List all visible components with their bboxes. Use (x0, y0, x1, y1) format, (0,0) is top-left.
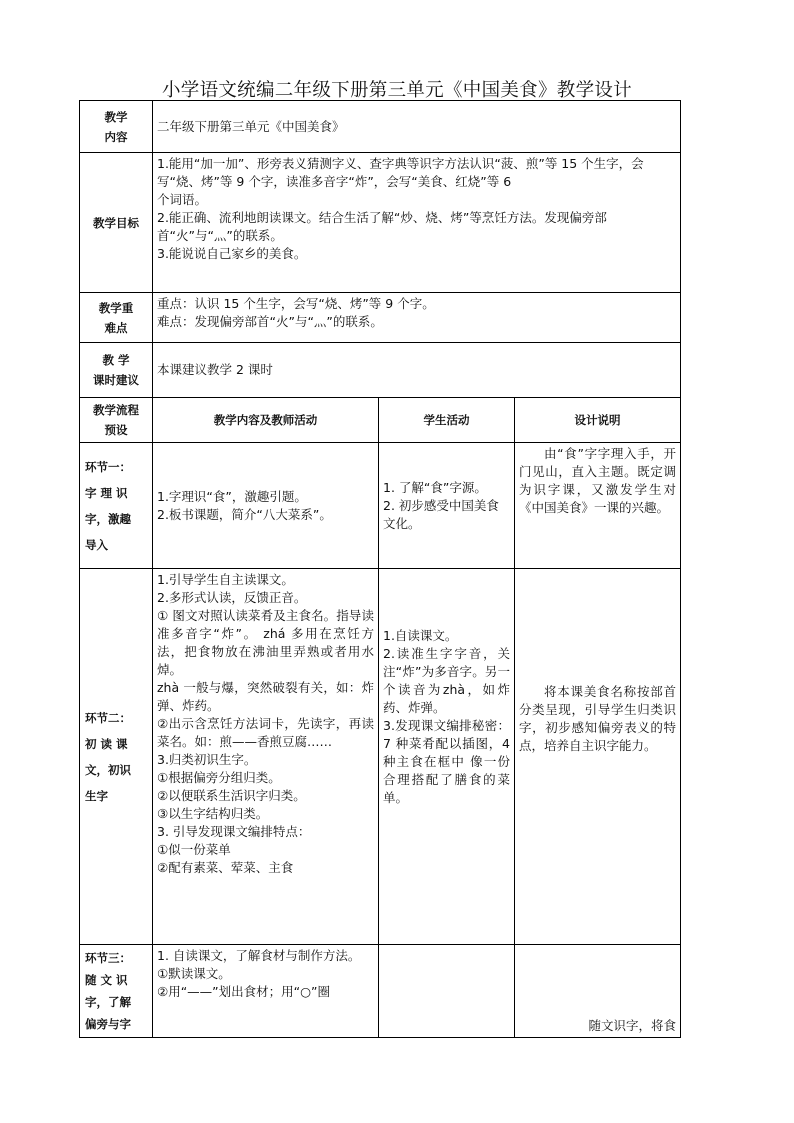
teacher-line: zhà 一般与爆，突然破裂有关，如：炸弹、炸药。 (157, 680, 374, 713)
row-flow-header (80, 398, 681, 443)
label-step1: 环节一： 字 理 识 字，激趣 导入 (80, 443, 153, 569)
step2-design: 将本课美食名称按部首分类呈现，引导学生归类识字，初步感知偏旁表义的特点，培养自主识字能力。 (515, 569, 681, 945)
row-content (80, 101, 681, 153)
label-hours: 教 学 课时建议 (80, 343, 153, 398)
label-goals: 教学目标 (80, 153, 153, 293)
teacher-line: 2.多形式认读，反馈正音。 (157, 590, 307, 605)
row-step1 (80, 443, 681, 569)
column-header-student: 学生活动 (379, 398, 515, 443)
label-content: 教学 内容 (80, 101, 153, 153)
student-line: 1. 了解“食”字源。 (383, 479, 487, 495)
goal-line: 1.能用“加一加”、形旁表义猜测字义、查字典等识字方法认识“菠、煎”等 15 个生字，会写“烧、烤”等 9 个字，读准多音字“炸”，会写“美食、红烧”等 6 (157, 156, 644, 189)
keypoint-line: 重点：认识 15 个生字，会写“烧、烤”等 9 个字。 (157, 296, 435, 311)
row-hours (80, 343, 681, 398)
step1-design: 由“食”字字理入手，开门见山，直入主题。既定调为识字课，又激发学生对《中国美食》一课的兴趣。 (515, 443, 681, 569)
teacher-line: 1.字理识“食”，激趣引题。 (157, 488, 307, 504)
teacher-line: ①似一份菜单 (157, 842, 231, 857)
label-step2: 环节二： 初 读 课 文，初识 生字 (80, 569, 153, 945)
label-flow: 教学流程 预设 (80, 398, 153, 443)
step3-student (379, 945, 515, 1038)
teacher-line: 3. 引导发现课文编排特点： (157, 824, 311, 839)
teacher-line: ②以便联系生活识字归类。 (157, 788, 306, 803)
column-header-design: 设计说明 (515, 398, 681, 443)
step2-teacher (153, 569, 379, 945)
teacher-line: ③以生字结构归类。 (157, 806, 269, 821)
goals-value (153, 153, 681, 293)
teacher-line: ②出示含烹饪方法词卡，先读字，再读菜名。如：煎——香煎豆腐…… (157, 716, 374, 749)
row-keypoints (80, 293, 681, 343)
hours-value: 本课建议教学 2 课时 (153, 343, 681, 398)
keypoints-value (153, 293, 681, 343)
teacher-line: 1.引导学生自主读课文。 (157, 572, 294, 587)
row-step3 (80, 945, 681, 1038)
teacher-line: ②配有素菜、荤菜、主食 (157, 860, 294, 875)
keypoint-line: 难点：发现偏旁部首“火”与“灬”的联系。 (157, 314, 383, 329)
student-line: 3.发现课文编排秘密：7 种菜肴配以插图，4 种主食在框中 像一份合理搭配了膳食的菜单。 (383, 718, 510, 805)
teacher-line: 2.板书课题，简介“八大菜系”。 (157, 506, 332, 522)
column-header-teacher: 教学内容及教师活动 (153, 398, 379, 443)
row-step2 (80, 569, 681, 945)
row-goals (80, 153, 681, 293)
step2-student (379, 569, 515, 945)
goal-line: 2.能正确、流利地朗读课文。结合生活了解“炒、烧、烤”等烹饪方法。发现偏旁部首“火”与“灬”的联系。 (157, 210, 607, 243)
goal-line: 3.能说说自己家乡的美食。 (157, 246, 307, 261)
teacher-line: ① 图文对照认读菜肴及主食名。指导读准多音字“炸”。 zhá 多用在烹饪方法，把食物放在沸油里弄熟或者用水焯。 (157, 608, 374, 677)
teacher-line: ①根据偏旁分组归类。 (157, 770, 281, 785)
student-line: 2. 初步感受中国美食文化。 (383, 497, 499, 531)
teacher-line: 1. 自读课文，了解食材与制作方法。 (157, 948, 361, 963)
step3-teacher (153, 945, 379, 1038)
teacher-line: ②用“——”划出食材；用“○”圈 (157, 984, 331, 999)
page-title: 小学语文统编二年级下册第三单元《中国美食》教学设计 (161, 80, 632, 101)
label-keypoints: 教学重 难点 (80, 293, 153, 343)
lesson-plan-table (79, 100, 681, 1038)
teacher-line: ①默读课文。 (157, 966, 231, 981)
student-line: 1.自读课文。 (383, 628, 458, 643)
teacher-line: 3.归类初识生字。 (157, 752, 257, 767)
label-step3: 环节三： 随 文 识 字，了解 偏旁与字 (80, 945, 153, 1038)
content-value: 二年级下册第三单元《中国美食》 (153, 101, 681, 153)
goal-line: 个词语。 (157, 192, 208, 207)
student-line: 2.读准生字字音，关注“炸”为多音字。另一个读音为zhà，如炸药、炸弹。 (383, 646, 510, 715)
step1-student (379, 443, 515, 569)
step1-teacher (153, 443, 379, 569)
step3-design: 随文识字，将食 (515, 945, 681, 1038)
